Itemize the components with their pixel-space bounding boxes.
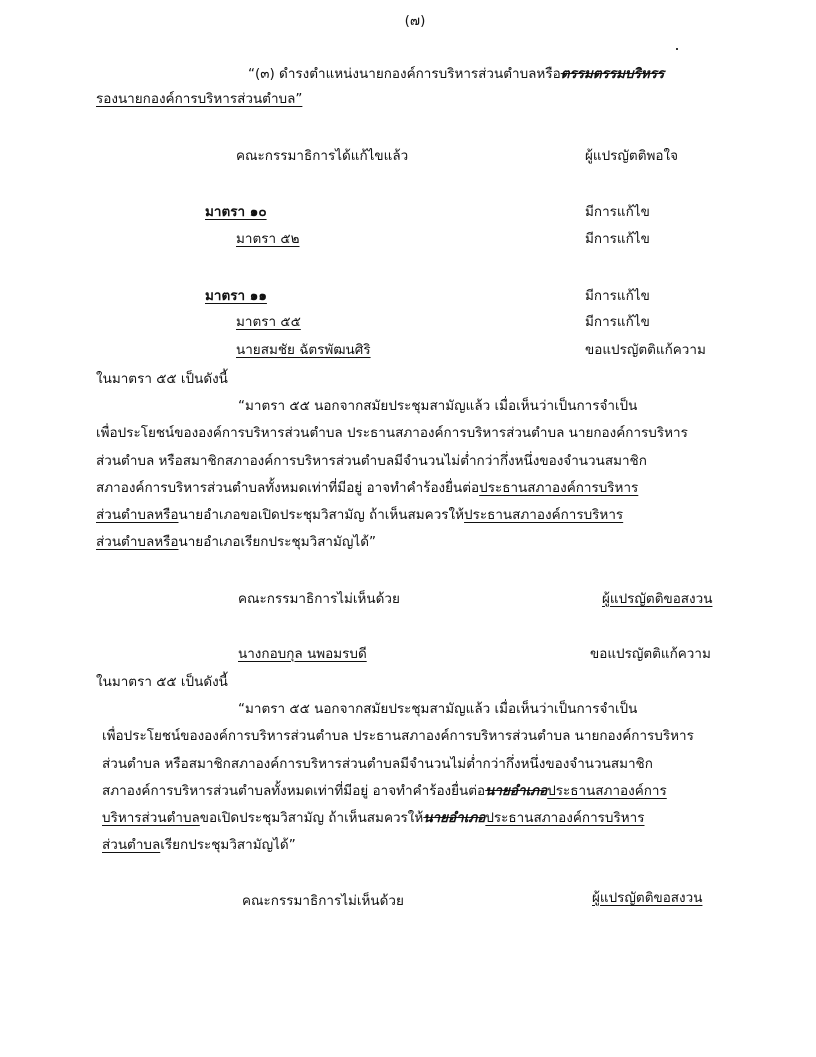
amendment2-line4-text: สภาองค์การบริหารส่วนตำบลทั้งหมดเท่าที่มีอยู่ อาจทำคำร้องยื่นต่อ [102,783,486,799]
committee-opinion-2: คณะกรรมาธิการไม่เห็นด้วย [238,591,400,607]
page-number: (๗) [404,13,426,29]
amendment1-proposer-name: นายสมชัย ฉัตรพัฒนศิริ [236,342,371,358]
amendment2-line6-text: เรียกประชุมวิสามัญได้” [160,837,296,853]
amendment2-line6 [102,836,296,854]
amendment2-line2: เพื่อประโยชน์ขององค์การบริหารส่วนตำบล ประธานสภาองค์การบริหารส่วนตำบล นายกองค์การบริหาร [102,728,694,744]
section-55-heading: มาตรา ๕๕ [236,314,301,330]
amendment2-intro: ในมาตรา ๕๕ เป็นดังนี้ [96,674,228,690]
amendment1-status: ขอแปรญัตติแก้ความ [585,342,706,358]
section-10-heading: มาตรา ๑๐ [205,204,267,220]
amendment1-line5-underlined-a: ส่วนตำบลหรือ [96,507,179,523]
amendment2-line5-underlined-b: ประธานสภาองค์การบริหาร [485,810,645,826]
committee-opinion-1: คณะกรรมาธิการได้แก้ไขแล้ว [236,148,409,164]
amendment2-line6-underlined: ส่วนตำบล [102,837,161,853]
amendment2-line3: ส่วนตำบล หรือสมาชิกสภาองค์การบริหารส่วนตำบลมีจำนวนไม่ต่ำกว่ากึ่งหนึ่งของจำนวนสมาชิก [102,756,653,772]
amendment1-line3: ส่วนตำบล หรือสมาชิกสภาองค์การบริหารส่วนตำบลมีจำนวนไม่ต่ำกว่ากึ่งหนึ่งของจำนวนสมาชิก [96,453,647,469]
section3-line2: รองนายกองค์การบริหารส่วนตำบล” [96,91,303,107]
amendment1-line4-underlined: ประธานสภาองค์การบริหาร [479,480,639,496]
amendment1-line1: “มาตรา ๕๕ นอกจากสมัยประชุมสามัญแล้ว เมื่อเห็นว่าเป็นการจำเป็น [238,398,638,414]
amendment2-line5-struck: นายอำเภอ [423,810,486,826]
section-52-status: มีการแก้ไข [585,231,650,247]
section-52-heading: มาตรา ๕๒ [236,231,300,247]
amendment1-line4-text: สภาองค์การบริหารส่วนตำบลทั้งหมดเท่าที่มีอยู่ อาจทำคำร้องยื่นต่อ [96,480,480,496]
section3-struck-text: ตรรมตรรมบริหรร [560,66,665,82]
proposer-response-1: ผู้แปรญัตติพอใจ [585,148,678,164]
amendment1-line4 [96,479,638,497]
amendment1-line5 [96,506,623,524]
proposer-response-2: ผู้แปรญัตติขอสงวน [602,591,713,607]
section-11-heading: มาตรา ๑๑ [205,288,267,304]
amendment2-line4-struck: นายอำเภอ [485,783,548,799]
amendment1-intro: ในมาตรา ๕๕ เป็นดังนี้ [96,371,228,387]
amendment1-line6-text: นายอำเภอเรียกประชุมวิสามัญได้” [178,534,376,550]
amendment2-status: ขอแปรญัตติแก้ความ [590,646,711,662]
section3-text: “(๓) ดำรงตำแหน่งนายกองค์การบริหารส่วนตำบลหรือ [248,66,561,82]
amendment1-line5-text: นายอำเภอขอเปิดประชุมวิสามัญ ถ้าเห็นสมควรให้ [178,507,465,523]
amendment2-line4 [102,782,667,800]
amendment1-line6-underlined: ส่วนตำบลหรือ [96,534,179,550]
section-11-status: มีการแก้ไข [585,288,650,304]
amendment1-line2: เพื่อประโยชน์ขององค์การบริหารส่วนตำบล ประธานสภาองค์การบริหารส่วนตำบล นายกองค์การบริหาร [96,425,688,441]
committee-opinion-3: คณะกรรมาธิการไม่เห็นด้วย [242,893,404,909]
amendment2-line1: “มาตรา ๕๕ นอกจากสมัยประชุมสามัญแล้ว เมื่อเห็นว่าเป็นการจำเป็น [238,701,638,717]
scan-speck [676,48,678,50]
section3-line1 [248,65,664,83]
section-10-status: มีการแก้ไข [585,204,650,220]
amendment2-line4-underlined: ประธานสภาองค์การ [547,783,667,799]
amendment2-line5 [102,809,644,827]
amendment2-proposer-name: นางกอบกุล นพอมรบดี [238,646,367,662]
section-55-status: มีการแก้ไข [585,314,650,330]
proposer-response-3: ผู้แปรญัตติขอสงวน [592,890,703,906]
amendment1-line6 [96,533,376,551]
amendment2-line5-text: ขอเปิดประชุมวิสามัญ ถ้าเห็นสมควรให้ [199,810,424,826]
amendment1-line5-underlined-b: ประธานสภาองค์การบริหาร [464,507,624,523]
amendment2-line5-underlined-a: บริหารส่วนตำบล [102,810,200,826]
